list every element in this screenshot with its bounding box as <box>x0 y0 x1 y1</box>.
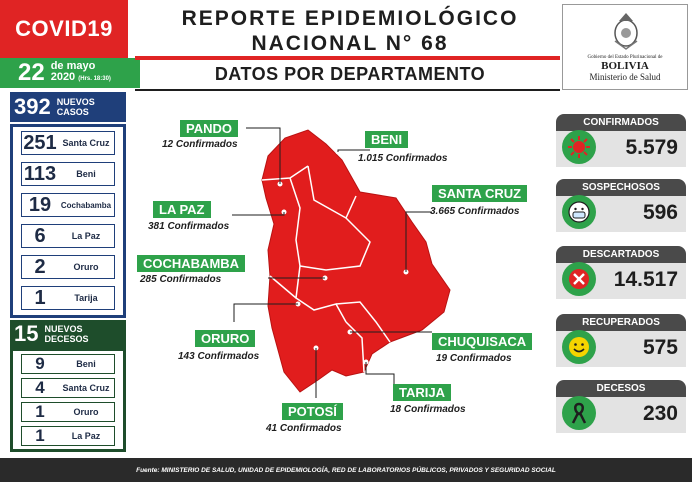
mourning-ribbon-icon <box>562 396 596 430</box>
dept-name-label: BENI <box>365 131 408 148</box>
death-count: 1 <box>35 402 45 421</box>
report-title <box>140 6 560 56</box>
department-name: La Paz <box>71 430 101 441</box>
case-count: 251 <box>23 131 57 154</box>
report-date <box>0 58 140 88</box>
list-item <box>21 378 115 398</box>
coat-of-arms-icon <box>611 11 641 51</box>
dept-name-label: CHUQUISACA <box>432 333 532 350</box>
death-count: 1 <box>35 426 45 445</box>
dept-chuquisaca-confirmed: 19 Confirmados <box>436 353 512 364</box>
dept-pando-confirmed: 12 Confirmados <box>162 139 238 150</box>
bolivia-shape <box>262 130 450 392</box>
dept-beni-confirmed: 1.015 Confirmados <box>358 153 448 164</box>
list-item <box>21 162 115 186</box>
new-deaths-label: NUEVOS DECESOS <box>44 324 89 344</box>
department-name: Santa Cruz <box>62 137 110 148</box>
stat-decesos <box>556 380 686 436</box>
stat-label: DECESOS <box>556 380 686 397</box>
department-name: Beni <box>76 358 96 369</box>
dept-name-label: SANTA CRUZ <box>432 185 527 202</box>
dept-tarija <box>393 384 451 401</box>
title-line-1: REPORTE EPIDEMIOLÓGICO <box>181 7 519 30</box>
date-day: 22 <box>18 59 45 86</box>
report-subtitle: DATOS POR DEPARTAMENTO <box>214 64 486 84</box>
list-item <box>21 131 115 155</box>
stat-recuperados <box>556 314 686 370</box>
stat-value: 5.579 <box>625 136 678 159</box>
dept-name-label: TARIJA <box>393 384 451 401</box>
logo-ministry: Ministerio de Salud <box>589 72 661 82</box>
death-count: 9 <box>35 354 45 373</box>
dept-la-paz-confirmed: 381 Confirmados <box>148 221 230 232</box>
stat-value: 230 <box>642 402 678 425</box>
stat-confirmados <box>556 114 686 170</box>
department-name: Oruro <box>73 261 99 272</box>
dept-la-paz <box>153 201 211 218</box>
stat-descartados <box>556 246 686 302</box>
list-item <box>21 193 115 217</box>
dept-oruro <box>195 330 255 347</box>
cross-icon <box>562 262 596 296</box>
date-year: 2020 <box>50 71 76 83</box>
title-line-2: NACIONAL N° 68 <box>251 32 449 55</box>
stat-label: CONFIRMADOS <box>556 114 686 131</box>
dept-santa-cruz <box>432 185 527 202</box>
stat-label: RECUPERADOS <box>556 314 686 331</box>
dept-potosi <box>282 403 343 420</box>
death-count: 4 <box>35 378 45 397</box>
new-deaths-list <box>10 348 126 452</box>
case-count: 6 <box>34 224 46 247</box>
dept-name-label: POTOSÍ <box>282 403 343 420</box>
date-month <box>51 61 111 85</box>
logo-country: BOLIVIA <box>601 60 649 72</box>
dept-cochabamba <box>137 255 245 272</box>
dept-cochabamba-confirmed: 285 Confirmados <box>140 274 222 285</box>
department-name: Beni <box>76 168 96 179</box>
source-footer: Fuente: MINISTERIO DE SALUD, UNIDAD DE EPIDEMIOLOGÍA, RED DE LABORATORIOS PÚBLICOS, PRIVADOS Y SEGURIDAD SOCIAL <box>0 458 692 482</box>
new-cases-header <box>10 92 126 122</box>
covid19-tag: COVID19 <box>0 0 128 58</box>
department-name: Tarija <box>74 292 98 303</box>
dept-name-label: COCHABAMBA <box>137 255 245 272</box>
department-name: Oruro <box>73 406 99 417</box>
title-divider <box>135 56 560 60</box>
dept-pando <box>180 120 238 137</box>
dept-santa-cruz-confirmed: 3.665 Confirmados <box>430 206 520 217</box>
new-deaths-header <box>10 320 126 348</box>
new-cases-label: NUEVOS CASOS <box>56 97 95 117</box>
list-item <box>21 255 115 279</box>
virus-icon <box>562 130 596 164</box>
subtitle-divider <box>135 89 560 91</box>
case-count: 1 <box>34 286 46 309</box>
dept-potosi-confirmed: 41 Confirmados <box>266 423 342 434</box>
department-name: Cochabamba <box>60 200 112 210</box>
case-count: 2 <box>34 255 46 278</box>
case-count: 19 <box>28 193 52 216</box>
stat-sospechosos <box>556 179 686 235</box>
dept-name-label: ORURO <box>195 330 255 347</box>
stat-value: 14.517 <box>613 268 678 291</box>
list-item <box>21 402 115 422</box>
dept-chuquisaca <box>432 333 532 350</box>
stat-label: DESCARTADOS <box>556 246 686 263</box>
list-item <box>21 224 115 248</box>
stat-value: 596 <box>642 201 678 224</box>
dept-oruro-confirmed: 143 Confirmados <box>178 351 260 362</box>
department-name: La Paz <box>71 230 101 241</box>
date-month-label: de mayo <box>50 60 96 72</box>
stat-label: SOSPECHOSOS <box>556 179 686 196</box>
mask-face-icon <box>562 195 596 229</box>
list-item <box>21 286 115 310</box>
new-cases-count: 392 <box>14 94 51 119</box>
list-item <box>21 426 115 446</box>
dept-beni <box>365 131 408 148</box>
smiley-icon <box>562 330 596 364</box>
dept-tarija-confirmed: 18 Confirmados <box>390 404 466 415</box>
date-hours: (Hrs. 18:30) <box>78 76 111 82</box>
dept-name-label: PANDO <box>180 120 238 137</box>
logo-government-text: Gobierno del Estado Plurinacional de <box>587 55 663 60</box>
stat-value: 575 <box>642 336 678 359</box>
list-item <box>21 354 115 374</box>
new-cases-list <box>10 124 126 318</box>
dept-name-label: LA PAZ <box>153 201 211 218</box>
ministry-logo <box>562 4 688 90</box>
new-deaths-count: 15 <box>14 321 39 346</box>
department-name: Santa Cruz <box>62 382 110 393</box>
case-count: 113 <box>23 162 57 185</box>
